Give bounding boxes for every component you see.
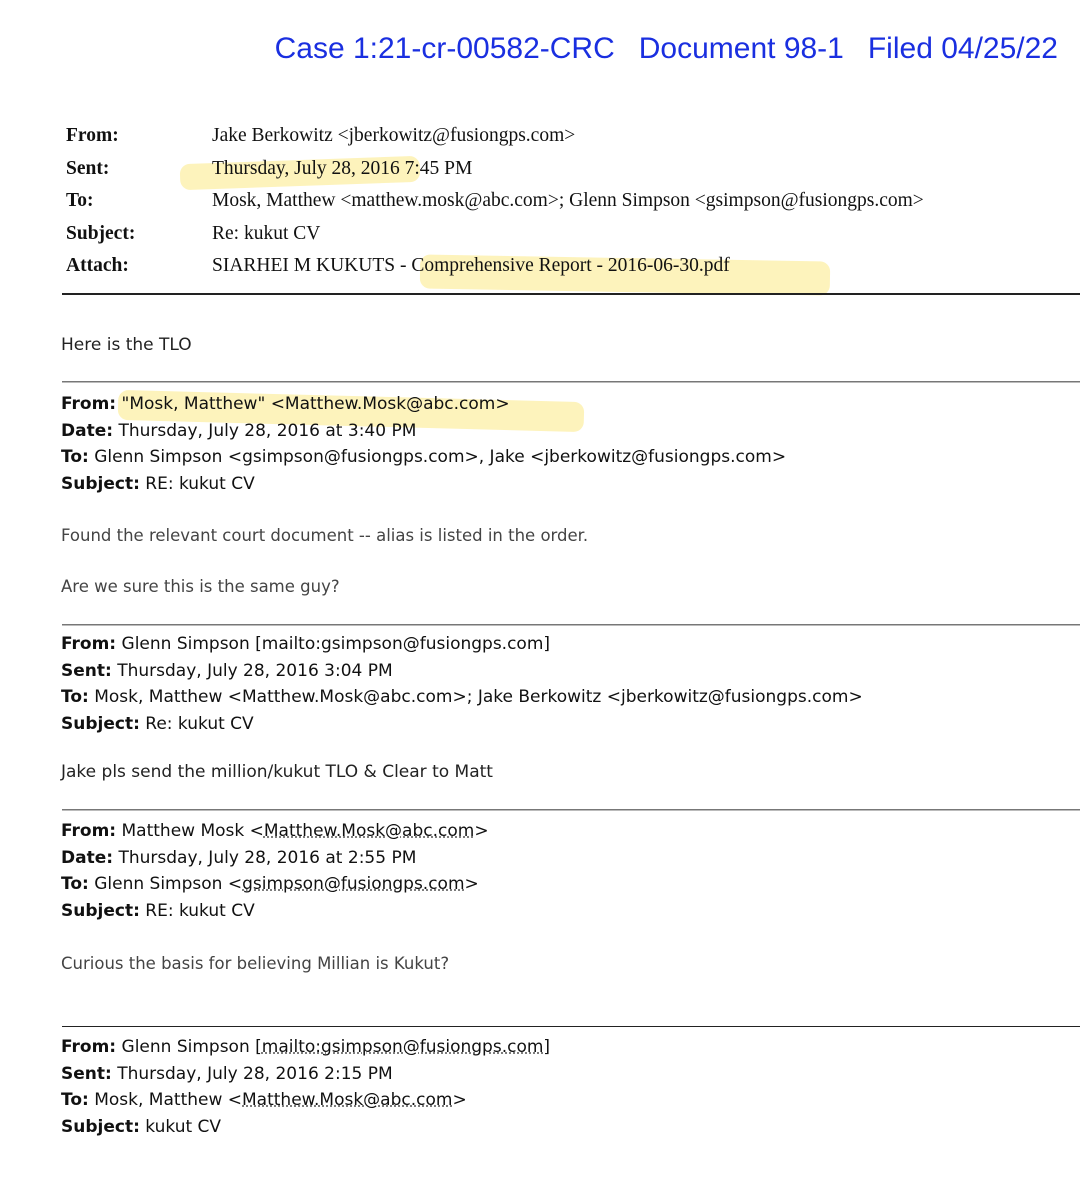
email4-date: Date: Thursday, July 28, 2016 at 2:55 PM	[61, 847, 417, 868]
to-value: Mosk, Matthew <matthew.mosk@abc.com>; Glenn Simpson <gsimpson@fusiongps.com>	[212, 190, 924, 212]
reply-divider-1	[62, 381, 1080, 382]
email3-body: Jake pls send the million/kukut TLO & Clear to Matt	[61, 762, 493, 782]
header-row-subject	[66, 218, 1066, 251]
email3-sent: Sent: Thursday, July 28, 2016 3:04 PM	[61, 660, 393, 681]
email2-to: To: Glenn Simpson <gsimpson@fusiongps.com>, Jake <jberkowitz@fusiongps.com>	[61, 447, 787, 467]
from-label: From:	[66, 125, 119, 147]
top-email-header	[66, 120, 1066, 283]
case-number: Case 1:21-cr-00582-CRC	[274, 32, 615, 65]
to-label: To:	[66, 190, 94, 212]
from-value: Jake Berkowitz <jberkowitz@fusiongps.com>	[212, 125, 576, 147]
reply-divider-2	[62, 624, 1080, 625]
email4-header	[61, 818, 489, 924]
email4-from-link[interactable]: Matthew.Mosk@abc.com	[263, 821, 475, 841]
email2-header	[61, 391, 786, 497]
email5-subject: Subject: kukut CV	[61, 1116, 222, 1137]
email5-to: To: Mosk, Matthew <Matthew.Mosk@abc.com>	[61, 1090, 467, 1110]
email2-body-line2: Are we sure this is the same guy?	[61, 577, 340, 596]
email4-to: To: Glenn Simpson <gsimpson@fusiongps.com>	[61, 874, 479, 894]
email2-date: Date: Thursday, July 28, 2016 at 3:40 PM	[61, 420, 417, 441]
email3-to: To: Mosk, Matthew <Matthew.Mosk@abc.com>; Jake Berkowitz <jberkowitz@fusiongps.com>	[61, 687, 863, 707]
header-row-sent	[66, 153, 1066, 186]
subject-label: Subject:	[66, 222, 136, 244]
email3-header	[61, 631, 863, 737]
subject-value: Re: kukut CV	[212, 222, 321, 244]
email4-from: From: Matthew Mosk <Matthew.Mosk@abc.com>	[61, 821, 489, 841]
email4-body: Curious the basis for believing Millian is Kukut?	[61, 954, 450, 973]
sent-label: Sent:	[66, 157, 110, 179]
email5-sent: Sent: Thursday, July 28, 2016 2:15 PM	[61, 1063, 393, 1084]
filed-date: Filed 04/25/22	[867, 32, 1058, 65]
reply-divider-3	[62, 809, 1080, 810]
email5-from: From: Glenn Simpson [mailto:gsimpson@fusiongps.com]	[61, 1037, 551, 1057]
header-row-attach	[66, 250, 1066, 283]
email5-to-link[interactable]: Matthew.Mosk@abc.com	[242, 1090, 453, 1110]
attachment-link[interactable]: SIARHEI M KUKUTS - Comprehensive Report - 2016-06-30.pdf	[212, 255, 730, 277]
email3-from: From: Glenn Simpson [mailto:gsimpson@fusiongps.com]	[61, 634, 551, 654]
reply-divider-4	[62, 1026, 1080, 1027]
email5-from-link[interactable]: mailto:gsimpson@fusiongps.com	[261, 1037, 544, 1057]
document-number: Document 98-1	[638, 32, 844, 65]
email4-to-link[interactable]: gsimpson@fusiongps.com	[242, 874, 465, 894]
email2-from: From: "Mosk, Matthew" <Matthew.Mosk@abc.com>	[61, 394, 510, 414]
header-row-from	[66, 120, 1066, 153]
email2-subject: Subject: RE: kukut CV	[61, 473, 255, 494]
attach-label: Attach:	[66, 255, 129, 277]
email4-subject: Subject: RE: kukut CV	[61, 900, 255, 921]
header-row-to	[66, 185, 1066, 218]
case-stamp	[0, 32, 1058, 66]
email5-header	[61, 1034, 550, 1140]
email3-subject: Subject: Re: kukut CV	[61, 713, 254, 734]
header-divider	[62, 293, 1080, 295]
top-email-body: Here is the TLO	[61, 335, 192, 355]
email2-body-line1: Found the relevant court document -- alias is listed in the order.	[61, 526, 589, 545]
sent-value: Thursday, July 28, 2016 7:45 PM	[212, 157, 473, 179]
